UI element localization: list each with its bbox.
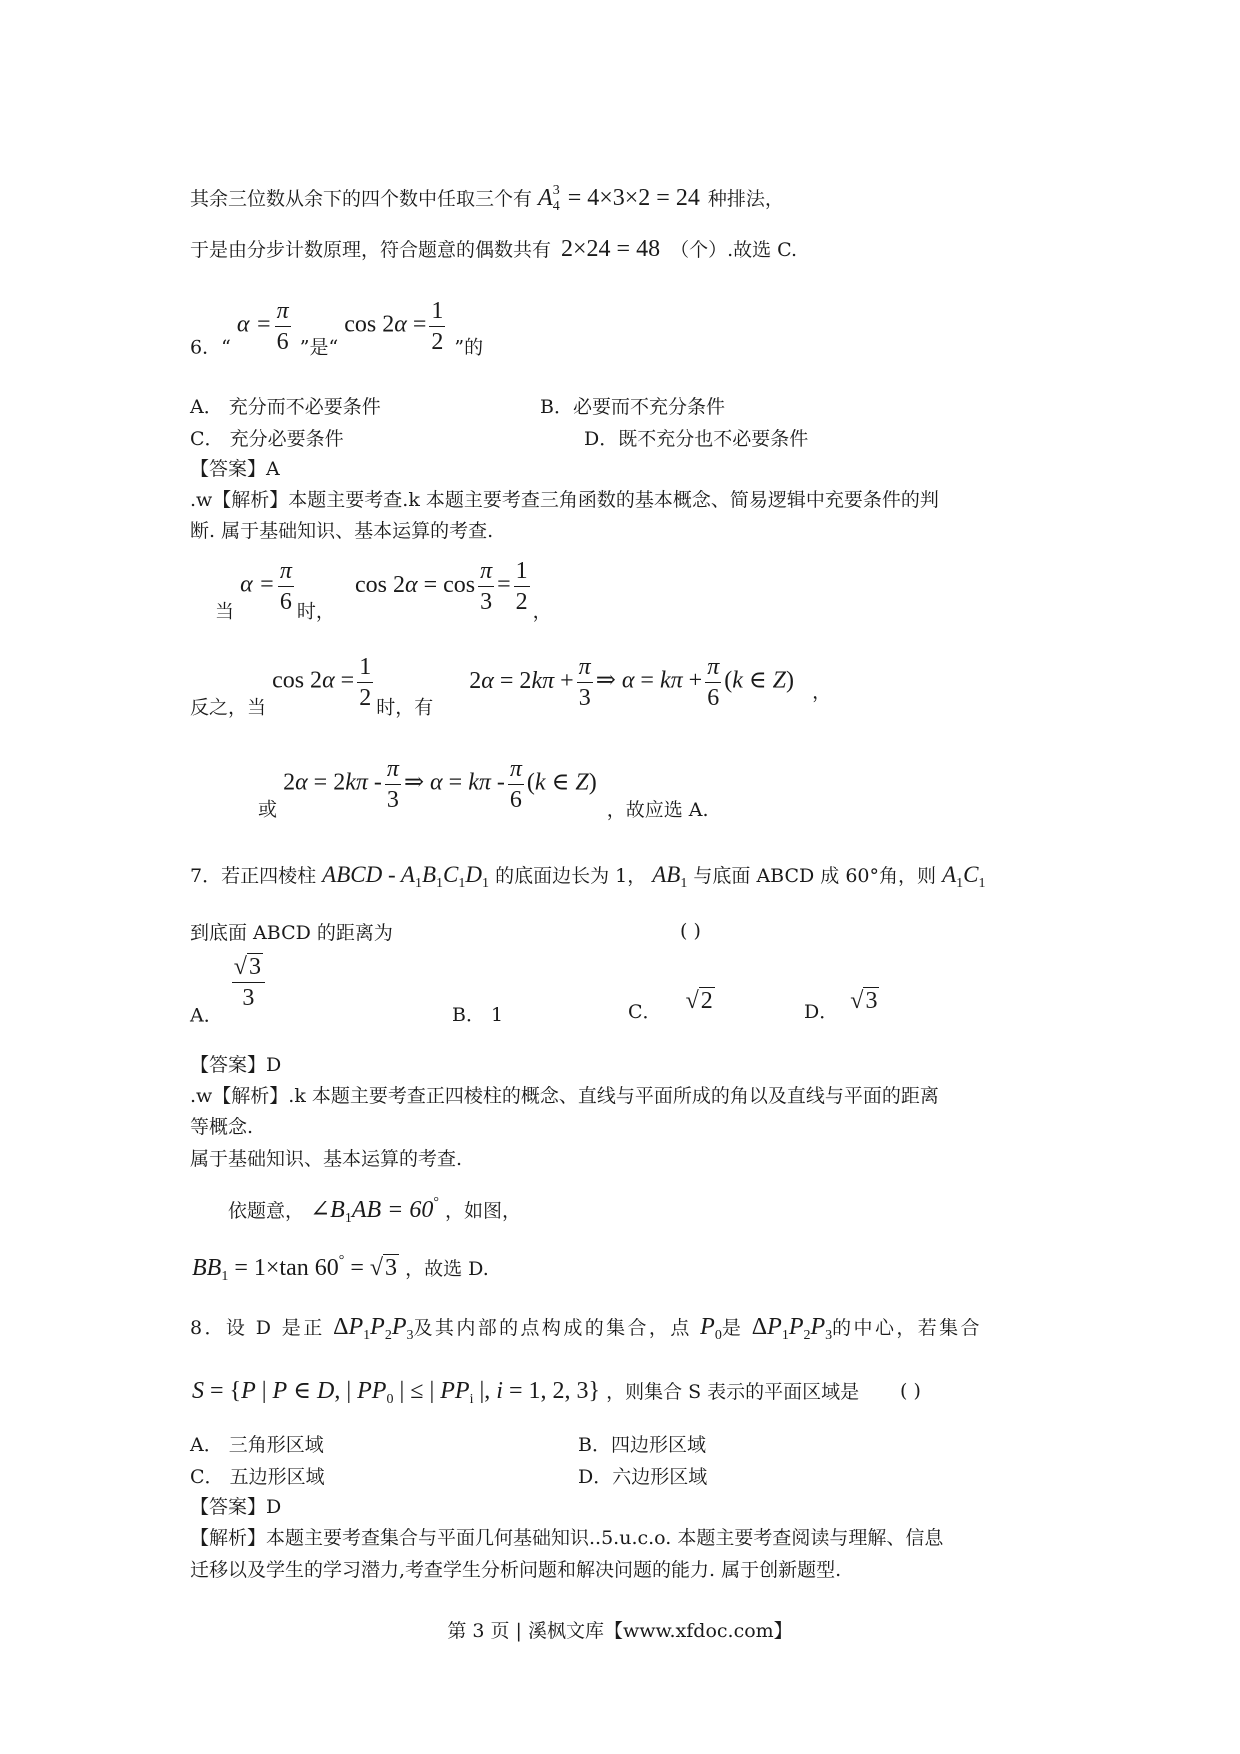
fraction: $\frac{\pi}{6}$ xyxy=(279,558,292,615)
formula: 2×24 = 48 xyxy=(561,236,661,262)
formula: α = xyxy=(236,311,272,338)
formula: $\angle B_1AB = 60^\circ$ xyxy=(310,1195,439,1226)
question-number: 8．设 D 是正 xyxy=(190,1317,325,1339)
question-7-line2 xyxy=(190,920,393,946)
paragraph-permutation xyxy=(190,178,784,220)
answer-8: 【答案】D xyxy=(190,1496,282,1518)
answer-6: 【答案】A xyxy=(190,458,280,480)
text: 或 xyxy=(258,798,278,821)
option-8b: B．四边形区域 xyxy=(578,1434,706,1456)
text: 及其内部的点构成的集合，点 xyxy=(413,1317,692,1339)
fraction: $\frac{\pi}{6}$ xyxy=(509,756,522,813)
text: 当 xyxy=(215,600,235,623)
question-7-stem xyxy=(190,858,985,901)
analysis-7-line3: 属于基础知识、基本运算的考查. xyxy=(190,1148,463,1170)
derivation-7-1 xyxy=(228,1186,521,1236)
formula: $A_1C_1$ xyxy=(942,862,986,891)
text: ，故选 D. xyxy=(405,1258,489,1280)
formula: ⇒ α = kπ + xyxy=(595,667,703,694)
option-8d: D．六边形区域 xyxy=(578,1466,708,1488)
text: ， xyxy=(532,600,552,623)
text: ，如图， xyxy=(445,1200,522,1222)
derivation-6-3 xyxy=(258,754,709,822)
text: ，故应选 A. xyxy=(606,798,709,821)
answer-7: 【答案】D xyxy=(190,1054,282,1076)
option-b: B．必要而不充分条件 xyxy=(540,396,725,418)
formula: $\Delta P_1P_2P_3$ xyxy=(751,1314,833,1343)
formula: √3 xyxy=(369,1255,398,1281)
text: D． xyxy=(804,1001,839,1023)
text: 时， xyxy=(296,600,335,623)
formula: $P_0$ xyxy=(700,1314,722,1343)
analysis-6-line2: 断. 属于基础知识、基本运算的考查. xyxy=(190,520,494,542)
derivation-7-2 xyxy=(192,1244,489,1294)
text: A． xyxy=(190,1004,223,1027)
option-d: D．既不充分也不必要条件 xyxy=(584,428,809,450)
formula: $\Delta P_1P_2P_3$ xyxy=(333,1314,414,1343)
question-7-paren: ( ) xyxy=(680,920,701,942)
text: 于是由分步计数原理，符合题意的偶数共有 xyxy=(190,239,552,261)
fraction: $\frac{\pi}{3}$ xyxy=(480,558,493,615)
analysis-8-line2: 迁移以及学生的学习潜力,考查学生分析问题和解决问题的能力. 属于创新题型. xyxy=(190,1559,842,1581)
text: 的中心，若集合 xyxy=(832,1317,982,1339)
text: （个）.故选 C. xyxy=(670,239,798,261)
analysis-7-line2: 等概念. xyxy=(190,1116,254,1138)
text: 种排法， xyxy=(707,188,784,210)
formula: (k ∈ Z) xyxy=(526,769,597,796)
option-7d xyxy=(804,988,879,1024)
fraction: $\frac{1}{2}$ xyxy=(431,298,444,355)
option-7c xyxy=(628,988,715,1024)
page-footer: 第 3 页 | 溪枫文库【www.xfdoc.com】 xyxy=(447,1620,793,1642)
text: 反之，当 xyxy=(190,696,267,719)
text: 到底面 ABCD 的距离为 xyxy=(190,922,393,944)
formula: √2 xyxy=(685,988,713,1014)
formula: (k ∈ Z) xyxy=(724,667,795,694)
text: ，则集合 S 表示的平面区域是 xyxy=(606,1381,860,1403)
text: C． xyxy=(628,1001,662,1023)
analysis-7-line1: .w【解析】.k 本题主要考查正四棱柱的概念、直线与平面所成的角以及直线与平面的距离 xyxy=(190,1085,939,1107)
option-8c: C． 五边形区域 xyxy=(190,1466,325,1488)
question-8-set xyxy=(192,1374,859,1417)
text: ”是“ xyxy=(299,336,339,359)
text: 与底面 ABCD 成 60°角，则 xyxy=(693,865,937,887)
fraction: $\frac{1}{2}$ xyxy=(515,558,528,615)
question-8-stem xyxy=(190,1310,982,1353)
text: 其余三位数从余下的四个数中任取三个有 xyxy=(190,188,533,210)
option-8a: A． 三角形区域 xyxy=(190,1434,324,1456)
text: ， xyxy=(812,680,832,703)
formula: $A_4^3$ xyxy=(538,183,560,214)
formula: √3 xyxy=(850,988,878,1014)
option-c: C． 充分必要条件 xyxy=(190,428,344,450)
fraction: $\frac{\pi}{6}$ xyxy=(276,298,289,355)
question-number: 7．若正四棱柱 xyxy=(190,865,317,887)
formula: ⇒ α = kπ - xyxy=(403,769,505,796)
analysis-8-line1: 【解析】本题主要考查集合与平面几何基础知识..5.u.c.o. 本题主要考查阅读与理解、信息 xyxy=(190,1527,944,1549)
option-7a xyxy=(190,952,268,1028)
text: 时，有 xyxy=(376,696,434,719)
text: 的底面边长为 1， xyxy=(495,865,647,887)
formula: = xyxy=(497,571,511,598)
fraction: $\frac{√3}{3}$ xyxy=(232,952,265,1013)
question-6-stem xyxy=(190,296,483,360)
text: 是 xyxy=(721,1317,744,1339)
formula: 2α = 2kπ - xyxy=(283,769,382,796)
derivation-6-1 xyxy=(215,556,552,624)
fraction: $\frac{\pi}{3}$ xyxy=(386,756,399,813)
formula: cos 2α = xyxy=(344,311,427,338)
paragraph-count xyxy=(190,236,797,263)
option-7b: B． 1 xyxy=(452,1004,504,1026)
formula: $AB_1$ xyxy=(652,862,688,891)
derivation-6-2 xyxy=(190,652,831,720)
fraction: $\frac{1}{2}$ xyxy=(359,654,372,711)
formula: ABCD - $A_1B_1C_1D_1$ xyxy=(322,862,490,891)
question-8-paren: ( ) xyxy=(900,1380,921,1402)
formula: $BB_1 = 1\times\tan$ 60° = xyxy=(192,1253,370,1284)
formula: α = xyxy=(240,571,275,598)
formula: S = {P | P ∈ D, | $PP_0$ | ≤ | $PP_i$ |, i = 1, 2, 3} xyxy=(192,1378,601,1407)
analysis-6-line1: .w【解析】本题主要考查.k 本题主要考查三角函数的基本概念、简易逻辑中充要条件的判 xyxy=(190,489,939,511)
question-number: 6．“ xyxy=(190,336,231,359)
fraction: $\frac{\pi}{6}$ xyxy=(707,654,720,711)
text: ”的 xyxy=(454,336,484,359)
fraction: $\frac{\pi}{3}$ xyxy=(578,654,591,711)
text: 依题意， xyxy=(228,1200,305,1222)
option-a: A． 充分而不必要条件 xyxy=(190,396,381,418)
formula: cos 2α = xyxy=(272,667,355,694)
formula: = 4×3×2 = 24 xyxy=(567,185,700,211)
formula: 2α = 2kπ + xyxy=(469,667,574,694)
formula: cos 2α = cos xyxy=(354,571,476,598)
